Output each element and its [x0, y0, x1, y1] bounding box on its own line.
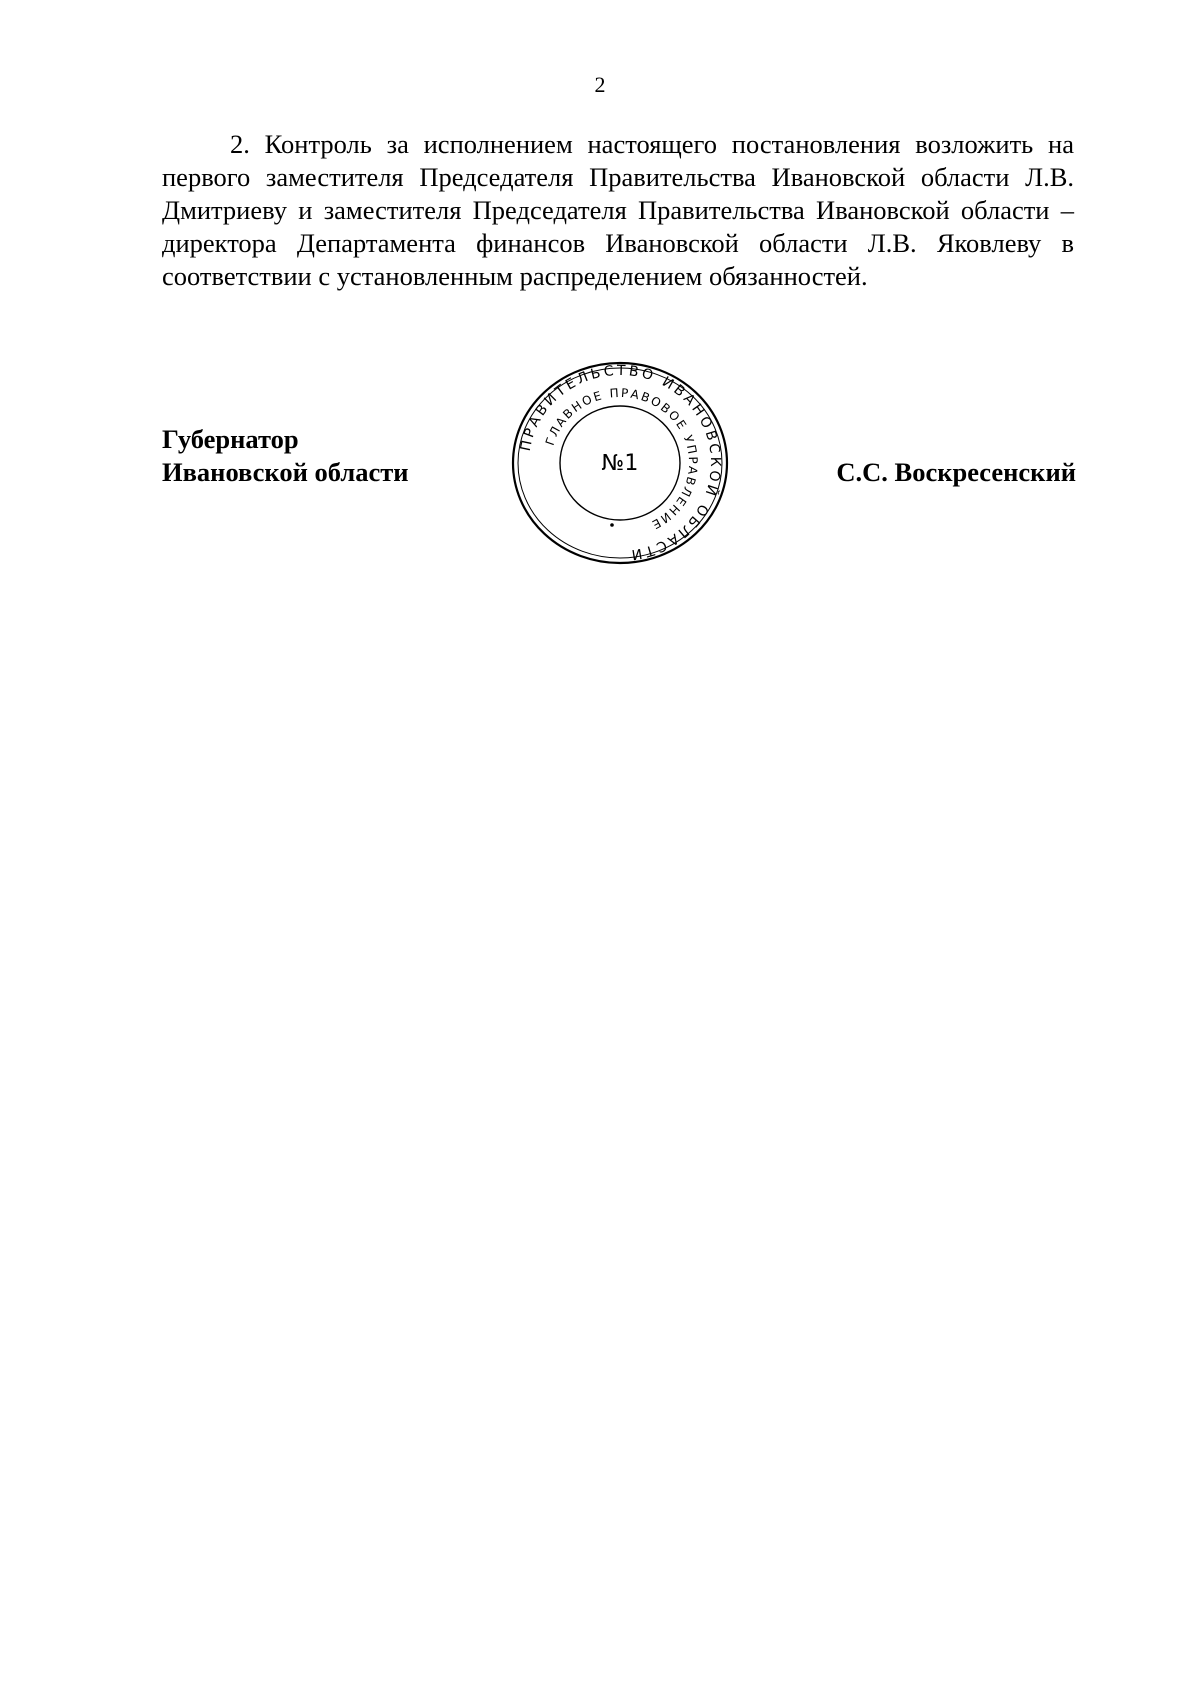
- body-paragraph: 2. Контроль за исполнением настоящего постановления возложить на первого заместителя Председателя Правительства Ивановской области Л.В. Дмитриеву и заместителя Председателя Правительства Ивановской области – директора Департамента финансов Ивановской области Л.В. Яковлеву в соответствии с установленным распределением обязанностей.: [162, 129, 1074, 291]
- signatory-position-line1: Губернатор: [162, 424, 299, 454]
- signatory-name: С.С. Воскресенский: [836, 457, 1076, 487]
- signatory-position-line2: Ивановской области: [162, 457, 409, 487]
- stamp-inner-text: ГЛАВНОЕ ПРАВОВОЕ УПРАВЛЕНИЕ: [542, 385, 701, 533]
- stamp-seal-icon: [509, 360, 731, 566]
- page-number: 2: [594, 72, 606, 97]
- stamp-outer-text: ПРАВИТЕЛЬСТВО ИВАНОВСКОЙ ОБЛАСТИ: [517, 362, 724, 563]
- stamp-number: №1: [601, 451, 639, 476]
- signatory-position: [162, 423, 409, 489]
- official-stamp: [509, 360, 731, 566]
